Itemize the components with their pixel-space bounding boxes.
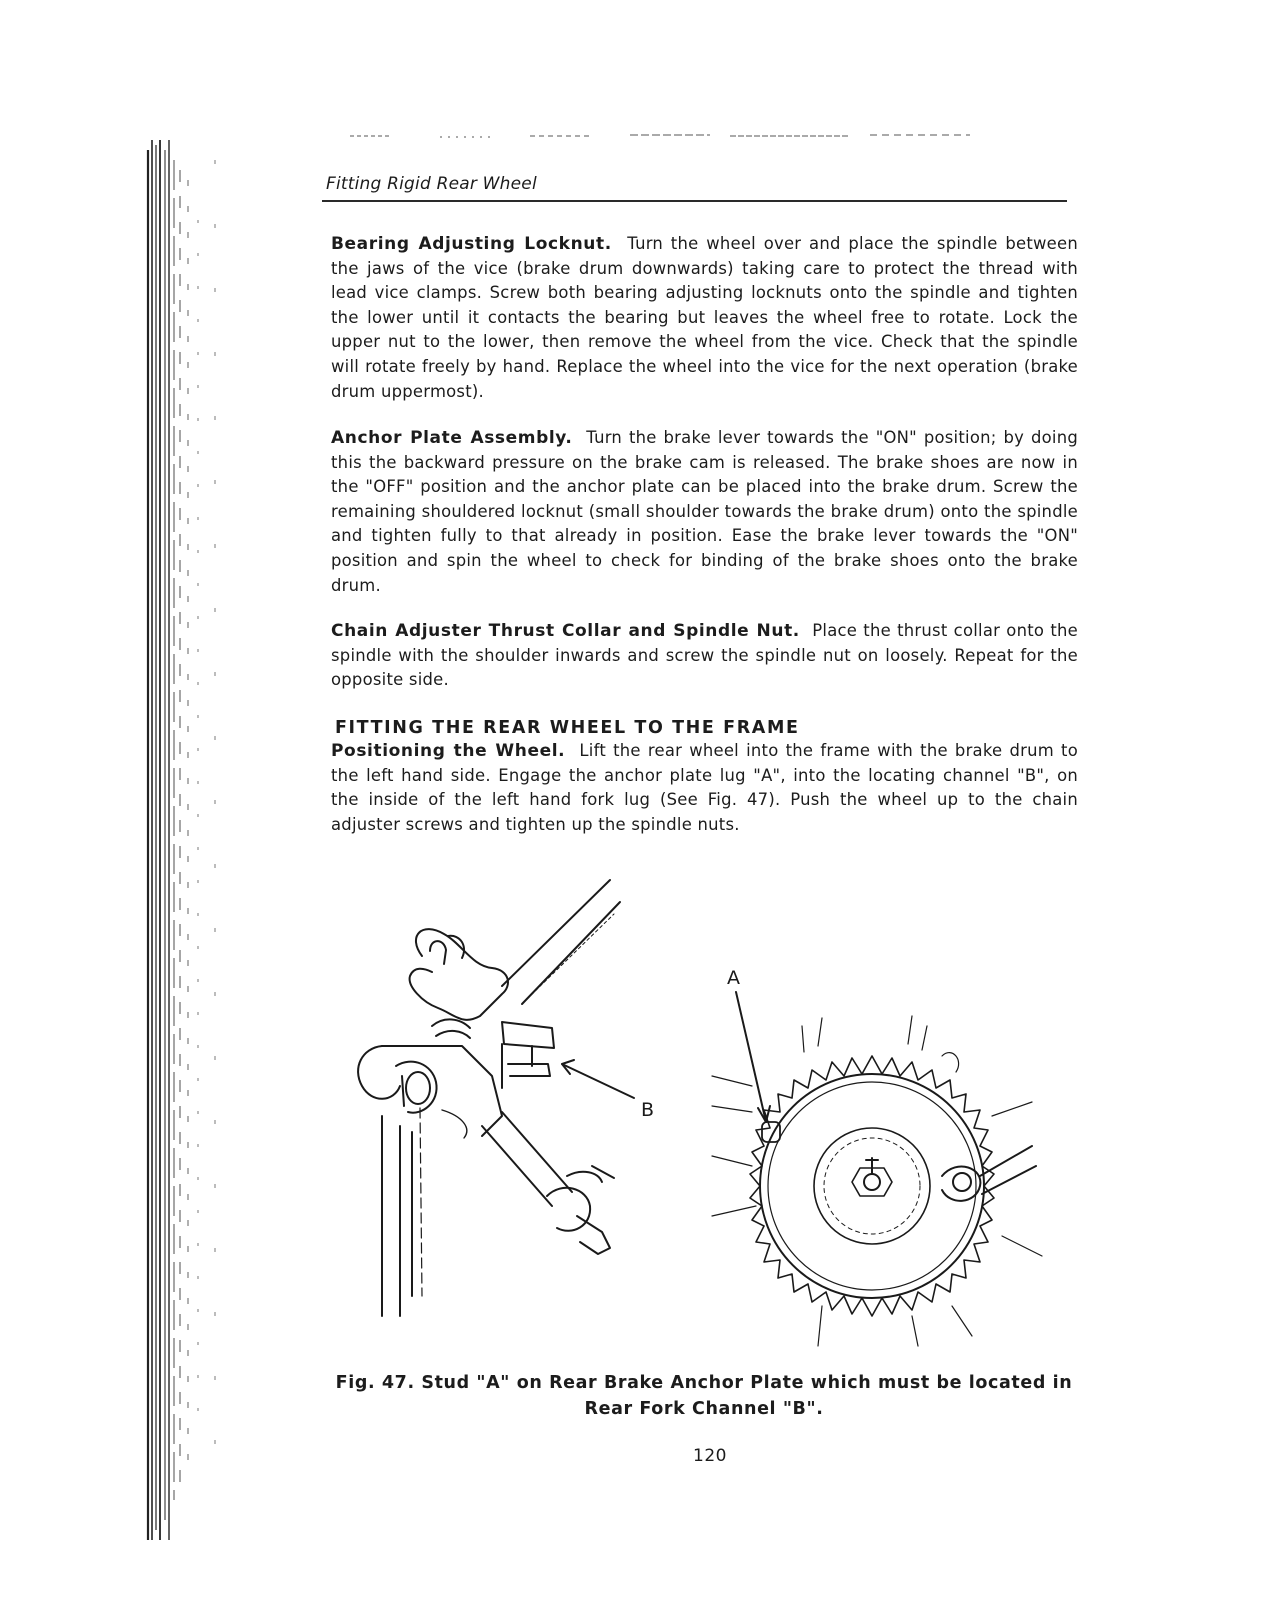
arrow-to-a (736, 992, 766, 1122)
caption-line-1: Fig. 47. Stud "A" on Rear Brake Anchor Plate which must be located in (335, 1373, 1073, 1393)
paragraph-text: Lift the rear wheel into the frame with the brake drum to the left hand side. Engage the anchor plate lug "A", into the locating channel "B", on the inside of the left hand fork lug (See Fig. 47). Push the wheel up to the chain adjuster screws and tighten up the spindle nuts. (331, 741, 1078, 834)
scan-noise-top (330, 128, 1010, 142)
fork-lug-drawing (358, 880, 620, 1316)
figure-47 (352, 876, 1072, 1376)
scan-binding-edge (140, 140, 240, 1540)
paragraph-text: Turn the brake lever towards the "ON" position; by doing this the backward pressure on the brake cam is released. The brake shoes are now in the "OFF" position and the anchor plate can be placed into the brake drum. Screw the remaining shouldered locknut (small shoulder towards the brake drum) onto the spindle and tighten fully to that already in position. Ease the brake lever towards the "ON" position and spin the wheel to check for binding of the brake shoes onto the brake drum. (331, 428, 1078, 595)
paragraph-positioning (331, 739, 1078, 837)
label-b: B (641, 1099, 655, 1121)
header-rule (322, 200, 1067, 202)
sprocket-drum-drawing (712, 1016, 1042, 1346)
paragraph-text: Turn the wheel over and place the spindle between the jaws of the vice (brake drum downwards) taking care to protect the thread with lead vice clamps. Screw both bearing adjusting locknuts onto the spindle and tighten the lower until it contacts the bearing but leaves the wheel free to rotate. Lock the upper nut to the lower, then remove the wheel from the vice. Check that the spindle will rotate freely by hand. Replace the wheel into the vice for the next operation (brake drum uppermost). (331, 234, 1078, 401)
figure-47-drawing (352, 876, 1072, 1376)
page-number: 120 (693, 1446, 727, 1466)
paragraph-chain-adjuster (331, 619, 1078, 693)
arrow-to-b (562, 1064, 634, 1098)
section-heading: FITTING THE REAR WHEEL TO THE FRAME (335, 718, 800, 738)
paragraph-anchor-plate (331, 426, 1078, 598)
paragraph-heading: Positioning the Wheel. (331, 741, 566, 761)
paragraph-heading: Bearing Adjusting Locknut. (331, 234, 612, 254)
label-a: A (727, 967, 740, 989)
running-head: Fitting Rigid Rear Wheel (326, 174, 537, 194)
paragraph-heading: Chain Adjuster Thrust Collar and Spindle Nut. (331, 621, 800, 641)
caption-line-2: Rear Fork Channel "B". (584, 1399, 824, 1419)
paragraph-bearing-locknut (331, 232, 1078, 404)
paragraph-text: Place the thrust collar onto the spindle with the shoulder inwards and screw the spindle nut on loosely. Repeat for the opposite side. (331, 621, 1079, 690)
figure-caption (330, 1370, 1078, 1422)
paragraph-heading: Anchor Plate Assembly. (331, 428, 573, 448)
